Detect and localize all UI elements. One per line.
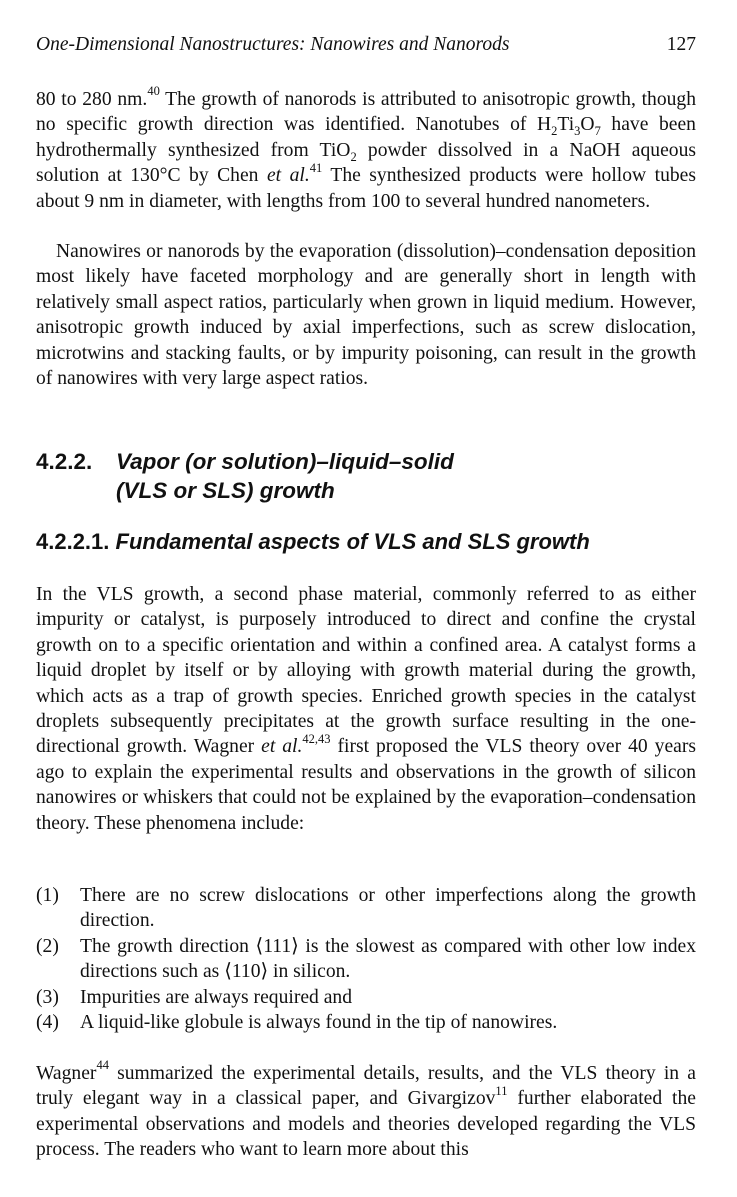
list-item: [36, 1010, 696, 1035]
paragraph-evaporation: Nanowires or nanorods by the evaporation (dissolution)–condensation deposition most likely have faceted morphology and are generally short in length with relatively small aspect ratios, particularly when grown in liquid medium. However, anisotropic growth induced by axial imperfections, such as screw dislocation, microtwins and stacking faults, or by impurity poisoning, can result in the growth of nanowires with very large aspect ratios.: [36, 241, 696, 390]
paragraph-nanotubes: [36, 84, 697, 214]
text-run: In the VLS growth, a second phase material, commonly referred to as either impurity or catalyst, is purposely introduced to direct and confine the crystal growth on to a specific orientation and within a confined area. A catalyst forms a liquid droplet by itself or by alloying with growth material during the growth, which acts as a trap of growth species. Enriched growth species in the catalyst droplets subsequently precipitates at the growth surface resulting in the one-directional growth. Wagner: [36, 584, 696, 758]
running-head: [36, 34, 696, 60]
list-marker: (2): [36, 935, 59, 957]
subscript: 2: [350, 149, 357, 164]
text-run: The synthesized products were hollow tubes about 9 nm in diameter, with lengths from 100 to several hundred nanometers.: [36, 165, 696, 212]
text-run: have been hydrothermally synthesized from TiO: [36, 114, 696, 161]
list-item-text: The growth direction ⟨111⟩ is the slowest as compared with other low index directions such as ⟨110⟩ in silicon.: [80, 935, 696, 983]
citation-ref: 44: [96, 1058, 109, 1073]
text-run: Wagner: [36, 1063, 97, 1084]
subsection-heading: [36, 528, 696, 556]
citation-ref: 40: [147, 84, 160, 99]
list-item: [36, 985, 696, 1010]
citation-ref: 42,43: [302, 731, 331, 746]
text-run: first proposed the VLS theory over 40 years ago to explain the experimental results and observations in the growth of silicon nanowires or whiskers that could not be explained by the evaporation–condensation theory. These phenomena include:: [36, 736, 696, 834]
list-item: [36, 934, 696, 985]
list-item-text: There are no screw dislocations or other imperfections along the growth direction.: [80, 885, 696, 932]
et-al: et al.: [266, 165, 310, 187]
section-heading: [36, 447, 696, 505]
paragraph-wagner: [36, 1058, 696, 1163]
subscript: 7: [594, 124, 601, 139]
running-title: One-Dimensional Nanostructures: Nanowires and Nanorods: [36, 34, 510, 55]
section-title-line2: (VLS or SLS) growth: [116, 478, 335, 503]
list-item-text: A liquid-like globule is always found in the tip of nanowires.: [80, 1012, 558, 1034]
text-run: summarized the experimental details, results, and the VLS theory in a truly elegant way in a classical paper, and Givargizov: [36, 1063, 696, 1110]
text-run: Ti: [557, 114, 575, 136]
phenomena-list: [36, 883, 696, 1035]
list-marker: (3): [36, 986, 59, 1008]
citation-ref: 11: [495, 1083, 508, 1098]
list-marker: (1): [36, 885, 59, 906]
subsection-number: 4.2.2.1.: [36, 529, 110, 554]
text-run: O: [580, 114, 595, 136]
list-item-text: Impurities are always required and: [80, 986, 353, 1008]
text-run: powder dissolved in a NaOH aqueous solution at 130°C by Chen: [36, 139, 696, 187]
subscript: 2: [551, 124, 558, 139]
list-marker: (4): [36, 1012, 59, 1034]
text-run: The growth of nanorods is attributed to anisotropic growth, though no specific growth direction was identified. Nanotubes of H: [36, 89, 697, 136]
text-run: 80 to 280 nm.: [36, 89, 148, 110]
paragraph-vls-growth: [36, 582, 696, 836]
page-number: 127: [666, 34, 696, 55]
section-number: 4.2.2.: [36, 449, 93, 474]
citation-ref: 41: [309, 160, 323, 175]
subscript: 3: [574, 124, 581, 139]
subsection-title: Fundamental aspects of VLS and SLS growth: [115, 529, 590, 554]
section-title-line1: Vapor (or solution)–liquid–solid: [116, 449, 454, 474]
text-run: further elaborated the experimental observations and models and theories developed regarding the VLS process. The readers who want to learn more about this: [36, 1088, 696, 1161]
list-item: [36, 883, 696, 934]
et-al: et al.: [261, 736, 303, 758]
